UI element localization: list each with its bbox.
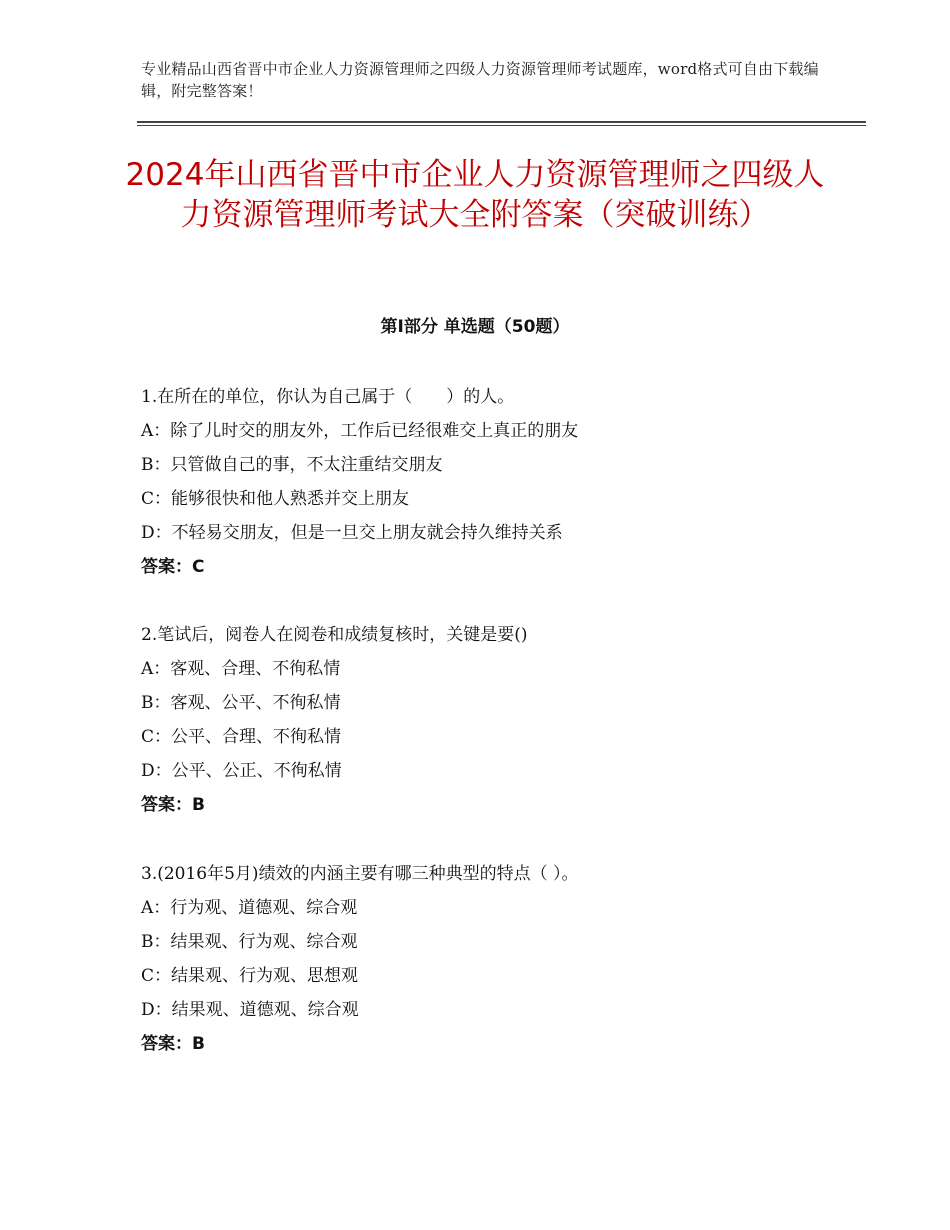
option-d: D：公平、公正、不徇私情: [141, 761, 342, 781]
option-a: A：客观、合理、不徇私情: [141, 659, 341, 679]
question-1: [141, 380, 841, 584]
header-divider-thick: [137, 121, 866, 123]
question-3: [141, 857, 841, 1061]
answer: 答案：B: [141, 1034, 205, 1054]
option-a: A：除了儿时交的朋友外，工作后已经很难交上真正的朋友: [141, 421, 579, 441]
option-b: B：结果观、行为观、综合观: [141, 932, 358, 952]
option-a: A：行为观、道德观、综合观: [141, 898, 358, 918]
header-note: 专业精品山西省晋中市企业人力资源管理师之四级人力资源管理师考试题库，word格式可自由下载编辑，附完整答案！: [141, 60, 819, 100]
section-title: 第Ⅰ部分 单选题（50题）: [380, 317, 570, 337]
option-d: D：不轻易交朋友，但是一旦交上朋友就会持久维持关系: [141, 523, 563, 543]
option-c: C：能够很快和他人熟悉并交上朋友: [141, 489, 410, 509]
option-b: B：只管做自己的事，不太注重结交朋友: [141, 455, 443, 475]
option-c: C：结果观、行为观、思想观: [141, 966, 359, 986]
header-divider-thin: [137, 125, 866, 126]
question-stem: 2.笔试后，阅卷人在阅卷和成绩复核时，关键是要(): [141, 625, 528, 645]
question-stem: 3.(2016年5月)绩效的内涵主要有哪三种典型的特点（ ）。: [141, 864, 579, 884]
question-stem: 1.在所在的单位，你认为自己属于（ ）的人。: [141, 387, 515, 407]
answer: 答案：C: [141, 557, 205, 577]
option-c: C：公平、合理、不徇私情: [141, 727, 342, 747]
option-b: B：客观、公平、不徇私情: [141, 693, 341, 713]
document-title: 2024年山西省晋中市企业人力资源管理师之四级人力资源管理师考试大全附答案（突破训练）: [125, 157, 825, 233]
question-2: [141, 618, 841, 822]
answer: 答案：B: [141, 795, 205, 815]
option-d: D：结果观、道德观、综合观: [141, 1000, 359, 1020]
